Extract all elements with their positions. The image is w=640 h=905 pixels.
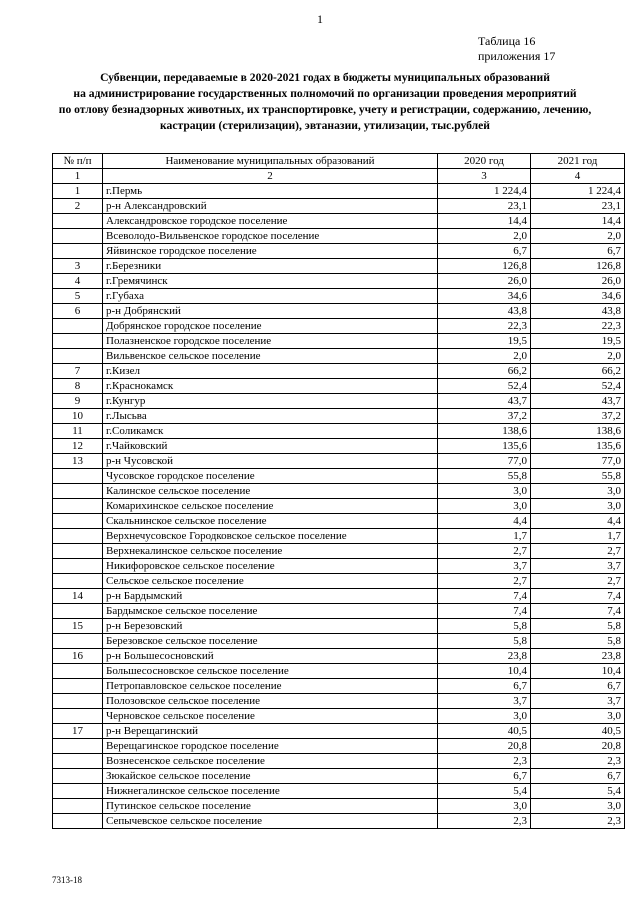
municipality-name: р-н Добрянский	[103, 304, 438, 319]
row-number	[53, 529, 103, 544]
table-row	[53, 214, 625, 229]
municipality-name: Нижнегалинское сельское поселение	[103, 784, 438, 799]
municipality-name: Березовское сельское поселение	[103, 634, 438, 649]
value-2021: 1 224,4	[531, 184, 625, 199]
municipality-name: г.Пермь	[103, 184, 438, 199]
row-number: 10	[53, 409, 103, 424]
row-number	[53, 604, 103, 619]
value-2020: 135,6	[438, 439, 531, 454]
value-2020: 43,8	[438, 304, 531, 319]
value-2020: 2,3	[438, 754, 531, 769]
row-number	[53, 469, 103, 484]
value-2020: 55,8	[438, 469, 531, 484]
value-2021: 2,0	[531, 229, 625, 244]
value-2020: 2,7	[438, 544, 531, 559]
value-2020: 2,0	[438, 349, 531, 364]
row-number	[53, 499, 103, 514]
value-2021: 5,8	[531, 619, 625, 634]
value-2021: 52,4	[531, 379, 625, 394]
table-row	[53, 304, 625, 319]
table-row	[53, 634, 625, 649]
municipality-name: Верхнекалинское сельское поселение	[103, 544, 438, 559]
appendix-label: приложения 17	[478, 49, 556, 63]
municipality-name: р-н Верещагинский	[103, 724, 438, 739]
column-index-row	[53, 169, 625, 184]
municipality-name: Полозовское сельское поселение	[103, 694, 438, 709]
value-2020: 66,2	[438, 364, 531, 379]
value-2021: 77,0	[531, 454, 625, 469]
value-2021: 126,8	[531, 259, 625, 274]
form-code: 7313-18	[52, 875, 82, 885]
value-2021: 6,7	[531, 769, 625, 784]
value-2020: 3,7	[438, 559, 531, 574]
value-2021: 2,0	[531, 349, 625, 364]
value-2020: 26,0	[438, 274, 531, 289]
table-row	[53, 754, 625, 769]
table-row	[53, 784, 625, 799]
value-2021: 2,3	[531, 754, 625, 769]
table-row	[53, 469, 625, 484]
row-number	[53, 559, 103, 574]
value-2020: 138,6	[438, 424, 531, 439]
municipality-name: Бардымское сельское поселение	[103, 604, 438, 619]
municipality-name: г.Кизел	[103, 364, 438, 379]
table-row	[53, 769, 625, 784]
table-row	[53, 514, 625, 529]
value-2021: 43,7	[531, 394, 625, 409]
column-index: 1	[53, 169, 103, 184]
municipality-name: Чусовское городское поселение	[103, 469, 438, 484]
row-number	[53, 574, 103, 589]
value-2021: 3,7	[531, 694, 625, 709]
value-2020: 2,0	[438, 229, 531, 244]
row-number	[53, 214, 103, 229]
row-number: 12	[53, 439, 103, 454]
municipality-name: г.Березники	[103, 259, 438, 274]
title-line: Субвенции, передаваемые в 2020-2021 годах в бюджеты муниципальных образований	[100, 71, 550, 84]
value-2020: 23,1	[438, 199, 531, 214]
municipality-name: Всеволодо-Вильвенское городское поселение	[103, 229, 438, 244]
header-num: № п/п	[53, 154, 103, 169]
table-row	[53, 544, 625, 559]
municipality-name: г.Лысьва	[103, 409, 438, 424]
value-2021: 6,7	[531, 679, 625, 694]
row-number: 3	[53, 259, 103, 274]
municipality-name: г.Гремячинск	[103, 274, 438, 289]
municipality-name: Калинское сельское поселение	[103, 484, 438, 499]
municipality-name: Большесосновское сельское поселение	[103, 664, 438, 679]
value-2020: 7,4	[438, 604, 531, 619]
value-2021: 2,7	[531, 544, 625, 559]
row-number	[53, 664, 103, 679]
value-2021: 6,7	[531, 244, 625, 259]
table-row	[53, 244, 625, 259]
table-reference	[478, 34, 555, 64]
row-number	[53, 349, 103, 364]
municipality-name: Зюкайское сельское поселение	[103, 769, 438, 784]
municipality-name: Сельское сельское поселение	[103, 574, 438, 589]
value-2020: 6,7	[438, 244, 531, 259]
table-row	[53, 319, 625, 334]
row-number: 1	[53, 184, 103, 199]
table-row	[53, 289, 625, 304]
value-2020: 6,7	[438, 769, 531, 784]
title-line: по отлову безнадзорных животных, их транспортировке, учету и регистрации, содержанию, лечению,	[58, 103, 592, 116]
value-2020: 5,8	[438, 619, 531, 634]
table-row	[53, 394, 625, 409]
value-2020: 2,7	[438, 574, 531, 589]
value-2021: 26,0	[531, 274, 625, 289]
value-2021: 135,6	[531, 439, 625, 454]
value-2020: 22,3	[438, 319, 531, 334]
value-2021: 5,8	[531, 634, 625, 649]
table-row	[53, 364, 625, 379]
municipality-name: Сепычевское сельское поселение	[103, 814, 438, 829]
municipality-name: Яйвинское городское поселение	[103, 244, 438, 259]
value-2020: 3,0	[438, 499, 531, 514]
table-row	[53, 439, 625, 454]
value-2020: 37,2	[438, 409, 531, 424]
municipality-name: р-н Березовский	[103, 619, 438, 634]
municipality-name: г.Краснокамск	[103, 379, 438, 394]
value-2021: 19,5	[531, 334, 625, 349]
municipality-name: Никифоровское сельское поселение	[103, 559, 438, 574]
table-row	[53, 349, 625, 364]
table-row	[53, 454, 625, 469]
value-2020: 3,7	[438, 694, 531, 709]
municipality-name: г.Губаха	[103, 289, 438, 304]
value-2021: 7,4	[531, 604, 625, 619]
table-row	[53, 199, 625, 214]
table-row	[53, 229, 625, 244]
table-row	[53, 589, 625, 604]
row-number	[53, 814, 103, 829]
municipality-name: Вознесенское сельское поселение	[103, 754, 438, 769]
table-row	[53, 604, 625, 619]
value-2020: 5,4	[438, 784, 531, 799]
row-number	[53, 244, 103, 259]
row-number	[53, 334, 103, 349]
row-number: 16	[53, 649, 103, 664]
value-2020: 3,0	[438, 709, 531, 724]
value-2021: 3,0	[531, 799, 625, 814]
value-2021: 3,0	[531, 484, 625, 499]
value-2020: 7,4	[438, 589, 531, 604]
municipality-name: Скальнинское сельское поселение	[103, 514, 438, 529]
value-2021: 3,0	[531, 709, 625, 724]
title-line: кастрации (стерилизации), эвтаназии, утилизации, тыс.рублей	[160, 119, 490, 132]
table-row	[53, 559, 625, 574]
header-name: Наименование муниципальных образований	[103, 154, 438, 169]
table-row	[53, 184, 625, 199]
municipality-name: Добрянское городское поселение	[103, 319, 438, 334]
value-2020: 20,8	[438, 739, 531, 754]
row-number	[53, 544, 103, 559]
value-2020: 10,4	[438, 664, 531, 679]
value-2021: 55,8	[531, 469, 625, 484]
value-2021: 7,4	[531, 589, 625, 604]
value-2021: 37,2	[531, 409, 625, 424]
table-row	[53, 724, 625, 739]
value-2020: 23,8	[438, 649, 531, 664]
row-number: 7	[53, 364, 103, 379]
municipality-name: р-н Большесосновский	[103, 649, 438, 664]
table-row	[53, 814, 625, 829]
value-2020: 5,8	[438, 634, 531, 649]
document-title	[40, 70, 610, 134]
row-number	[53, 229, 103, 244]
row-number: 2	[53, 199, 103, 214]
value-2021: 66,2	[531, 364, 625, 379]
value-2020: 126,8	[438, 259, 531, 274]
table-row	[53, 679, 625, 694]
row-number: 11	[53, 424, 103, 439]
table-row	[53, 694, 625, 709]
value-2021: 14,4	[531, 214, 625, 229]
value-2020: 3,0	[438, 799, 531, 814]
municipality-name: г.Чайковский	[103, 439, 438, 454]
table-row	[53, 484, 625, 499]
column-index: 3	[438, 169, 531, 184]
municipality-name: Путинское сельское поселение	[103, 799, 438, 814]
table-row	[53, 529, 625, 544]
row-number	[53, 754, 103, 769]
value-2021: 23,1	[531, 199, 625, 214]
value-2021: 4,4	[531, 514, 625, 529]
table-row	[53, 334, 625, 349]
table-row	[53, 649, 625, 664]
row-number	[53, 634, 103, 649]
row-number: 14	[53, 589, 103, 604]
value-2020: 6,7	[438, 679, 531, 694]
row-number	[53, 739, 103, 754]
value-2020: 1,7	[438, 529, 531, 544]
column-index: 2	[103, 169, 438, 184]
value-2021: 10,4	[531, 664, 625, 679]
value-2020: 40,5	[438, 724, 531, 739]
municipality-name: Черновское сельское поселение	[103, 709, 438, 724]
municipality-name: р-н Александровский	[103, 199, 438, 214]
column-index: 4	[531, 169, 625, 184]
value-2020: 2,3	[438, 814, 531, 829]
municipality-name: Верещагинское городское поселение	[103, 739, 438, 754]
municipality-name: Александровское городское поселение	[103, 214, 438, 229]
row-number: 8	[53, 379, 103, 394]
municipality-name: г.Кунгур	[103, 394, 438, 409]
value-2021: 20,8	[531, 739, 625, 754]
value-2021: 3,0	[531, 499, 625, 514]
header-2020: 2020 год	[438, 154, 531, 169]
row-number	[53, 679, 103, 694]
value-2021: 1,7	[531, 529, 625, 544]
value-2021: 34,6	[531, 289, 625, 304]
row-number	[53, 784, 103, 799]
row-number: 9	[53, 394, 103, 409]
municipality-name: Полазненское городское поселение	[103, 334, 438, 349]
value-2021: 5,4	[531, 784, 625, 799]
table-body	[53, 184, 625, 829]
row-number: 15	[53, 619, 103, 634]
header-row	[53, 154, 625, 169]
table-row	[53, 664, 625, 679]
row-number: 6	[53, 304, 103, 319]
municipality-name: р-н Чусовской	[103, 454, 438, 469]
page-number: 1	[317, 12, 323, 26]
municipality-name: Петропавловское сельское поселение	[103, 679, 438, 694]
municipality-name: г.Соликамск	[103, 424, 438, 439]
table-row	[53, 409, 625, 424]
value-2021: 138,6	[531, 424, 625, 439]
row-number	[53, 694, 103, 709]
value-2021: 2,7	[531, 574, 625, 589]
table-row	[53, 499, 625, 514]
table-row	[53, 424, 625, 439]
row-number: 13	[53, 454, 103, 469]
header-2021: 2021 год	[531, 154, 625, 169]
row-number: 5	[53, 289, 103, 304]
table-row	[53, 274, 625, 289]
value-2020: 14,4	[438, 214, 531, 229]
value-2020: 4,4	[438, 514, 531, 529]
row-number: 4	[53, 274, 103, 289]
municipality-name: р-н Бардымский	[103, 589, 438, 604]
value-2020: 77,0	[438, 454, 531, 469]
table-label: Таблица 16	[478, 34, 536, 48]
table-row	[53, 619, 625, 634]
row-number: 17	[53, 724, 103, 739]
value-2020: 34,6	[438, 289, 531, 304]
row-number	[53, 709, 103, 724]
value-2021: 22,3	[531, 319, 625, 334]
table-row	[53, 739, 625, 754]
municipality-name: Верхнечусовское Городковское сельское поселение	[103, 529, 438, 544]
table-row	[53, 574, 625, 589]
table-row	[53, 709, 625, 724]
value-2020: 52,4	[438, 379, 531, 394]
value-2020: 3,0	[438, 484, 531, 499]
value-2020: 19,5	[438, 334, 531, 349]
table-row	[53, 799, 625, 814]
row-number	[53, 769, 103, 784]
table-row	[53, 379, 625, 394]
table-row	[53, 259, 625, 274]
row-number	[53, 799, 103, 814]
row-number	[53, 319, 103, 334]
value-2020: 1 224,4	[438, 184, 531, 199]
subsidies-table	[52, 153, 625, 829]
title-line: на администрирование государственных полномочий по организации проведения мероприятий	[73, 87, 577, 100]
value-2021: 23,8	[531, 649, 625, 664]
value-2021: 3,7	[531, 559, 625, 574]
municipality-name: Вильвенское сельское поселение	[103, 349, 438, 364]
value-2020: 43,7	[438, 394, 531, 409]
row-number	[53, 514, 103, 529]
value-2021: 40,5	[531, 724, 625, 739]
value-2021: 2,3	[531, 814, 625, 829]
value-2021: 43,8	[531, 304, 625, 319]
row-number	[53, 484, 103, 499]
municipality-name: Комарихинское сельское поселение	[103, 499, 438, 514]
